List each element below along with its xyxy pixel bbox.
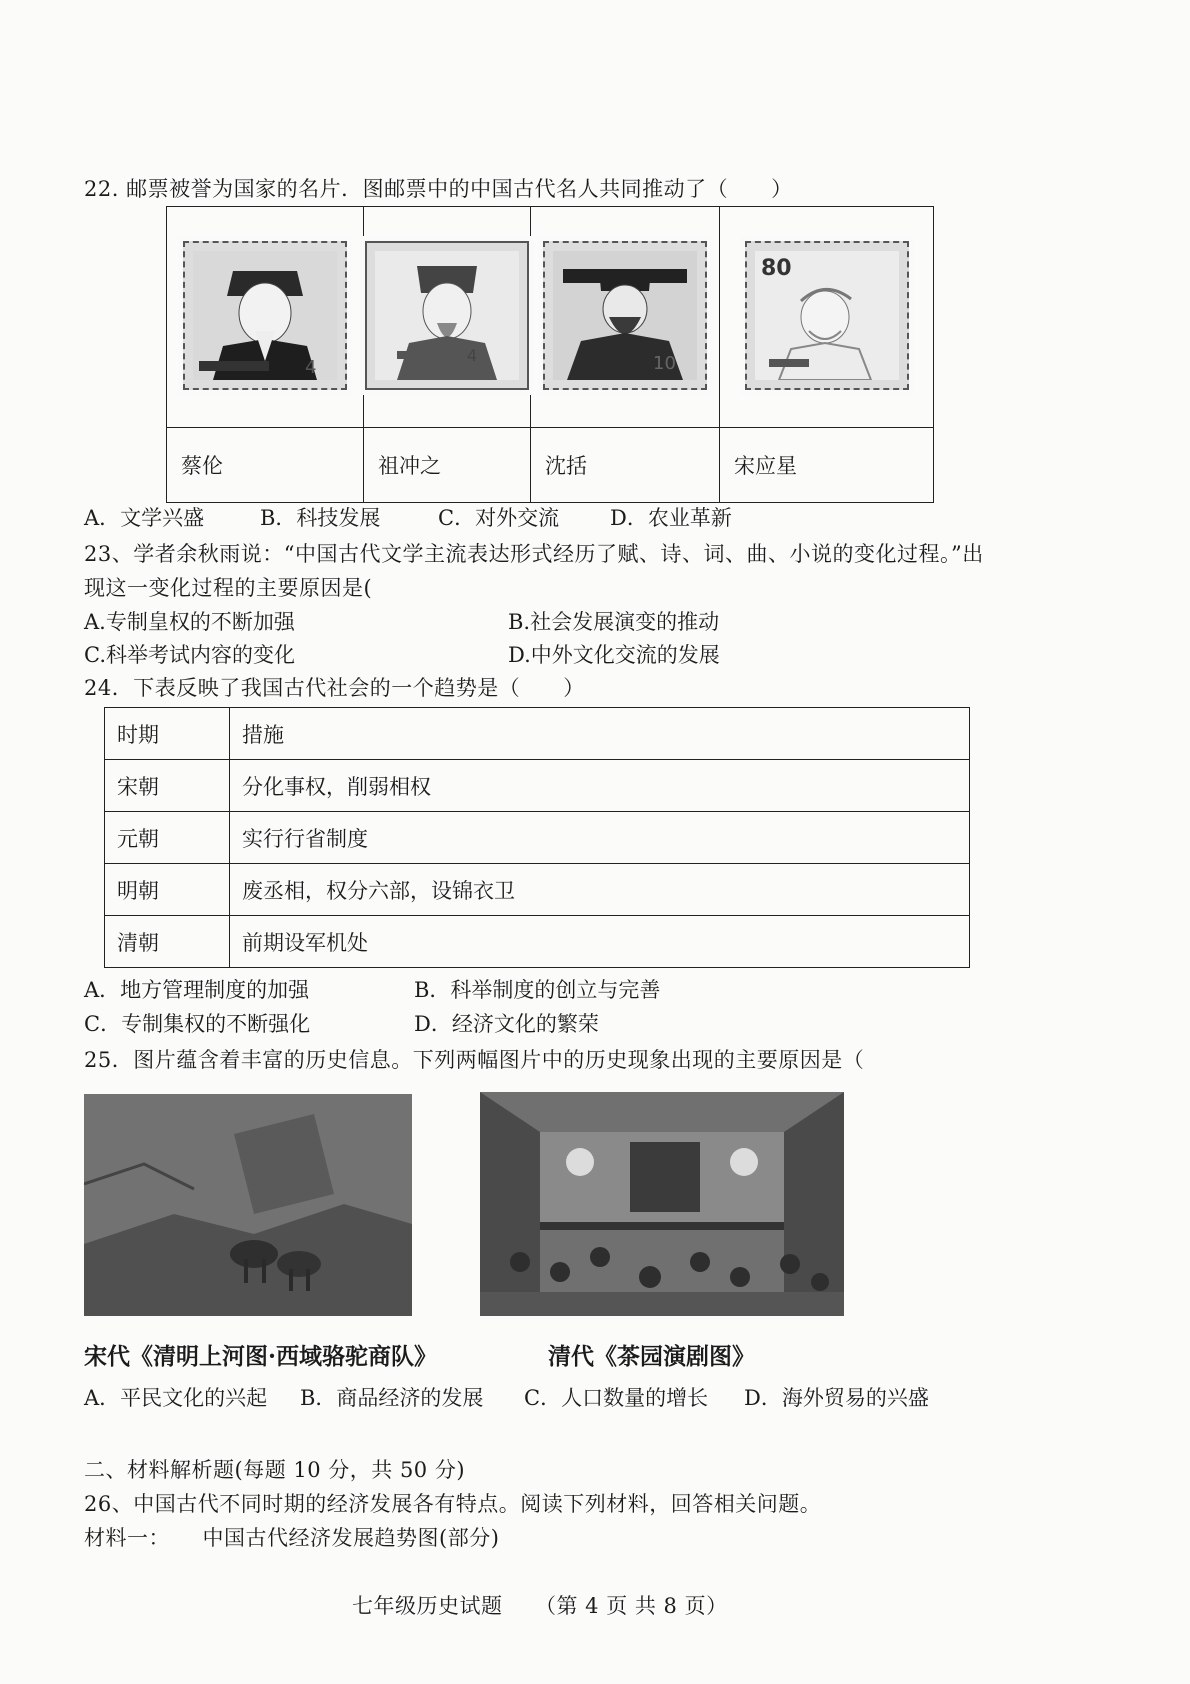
painting-caption-song: 宋代《清明上河图·西域骆驼商队》 (84, 1343, 438, 1370)
table-cell-measure: 实行行省制度 (230, 812, 970, 864)
q23-options (84, 608, 984, 676)
table-cell-period: 宋朝 (105, 760, 230, 812)
painting-tea-garden-opera (480, 1092, 844, 1316)
painting-caption-qing: 清代《茶园演剧图》 (548, 1343, 755, 1370)
option-a: A．地方管理制度的加强 (84, 978, 310, 1002)
table-row (105, 812, 970, 864)
option-c: C．对外交流 (438, 506, 560, 530)
q22-stem: 22. 邮票被誉为国家的名片．图邮票中的中国古代名人共同推动了（ ） (84, 177, 793, 201)
q26-stem: 26、中国古代不同时期的经济发展各有特点。阅读下列材料，回答相关问题。 (84, 1492, 822, 1516)
option-d: D．海外贸易的兴盛 (744, 1386, 929, 1410)
table-cell-measure: 废丞相，权分六部，设锦衣卫 (230, 864, 970, 916)
option-c: C．人口数量的增长 (524, 1386, 709, 1410)
q24-table (104, 707, 970, 968)
page-footer: 七年级历史试题 （第 4 页 共 8 页） (352, 1594, 728, 1618)
option-a: A．文学兴盛 (84, 506, 205, 530)
table-row (105, 864, 970, 916)
stamp-face-value: 4 (305, 356, 317, 378)
q26-material-1: 材料一： 中国古代经济发展趋势图(部分) (84, 1526, 500, 1550)
q22-stamp-table (166, 206, 934, 503)
option-b: B．科举制度的创立与完善 (414, 978, 661, 1002)
stamp-face-value: 10 (653, 352, 676, 374)
option-b: B．商品经济的发展 (300, 1386, 484, 1410)
table-row (105, 760, 970, 812)
stamp-cell (364, 207, 531, 428)
stamp-cell (720, 207, 934, 428)
stamp-cell (531, 207, 720, 428)
stamp-song-yingxing-image (745, 241, 909, 390)
stamp-name: 宋应星 (720, 428, 934, 503)
q24-stem: 24．下表反映了我国古代社会的一个趋势是（ ） (84, 676, 585, 700)
table-cell-measure: 分化事权，削弱相权 (230, 760, 970, 812)
option-c: C.科举考试内容的变化 (84, 643, 295, 667)
q23-stem-line1: 23、学者余秋雨说：“中国古代文学主流表达形式经历了赋、诗、词、曲、小说的变化过程。”出 (84, 542, 984, 566)
stamp-shen-kuo-image (543, 241, 707, 390)
table-cell-period: 明朝 (105, 864, 230, 916)
stamp-name: 沈括 (531, 428, 720, 503)
stamp-zu-chongzhi-image (365, 241, 529, 390)
stamp-face-value: 80 (760, 255, 792, 281)
option-a: A.专制皇权的不断加强 (84, 610, 295, 634)
table-header-period: 时期 (105, 708, 230, 760)
table-header-row (105, 708, 970, 760)
stamp-cai-lun-image (183, 241, 347, 390)
stamp-name: 蔡伦 (167, 428, 364, 503)
option-d: D．经济文化的繁荣 (414, 1012, 599, 1036)
q25-stem: 25．图片蕴含着丰富的历史信息。下列两幅图片中的历史现象出现的主要原因是（ (84, 1048, 865, 1072)
option-b: B.社会发展演变的推动 (508, 610, 720, 634)
option-b: B．科技发展 (260, 506, 381, 530)
table-cell-measure: 前期设军机处 (230, 916, 970, 968)
q24-options (84, 976, 984, 1044)
painting-qingming-camel-caravan (84, 1094, 412, 1316)
table-cell-period: 清朝 (105, 916, 230, 968)
table-row (105, 916, 970, 968)
option-a: A．平民文化的兴起 (84, 1386, 268, 1410)
table-cell-period: 元朝 (105, 812, 230, 864)
table-header-measure: 措施 (230, 708, 970, 760)
option-c: C．专制集权的不断强化 (84, 1012, 311, 1036)
option-d: D.中外文化交流的发展 (508, 643, 720, 667)
option-d: D．农业革新 (610, 506, 732, 530)
stamp-face-value: 4 (467, 345, 478, 365)
section-2-title: 二、材料解析题(每题 10 分，共 50 分) (84, 1458, 466, 1482)
q23-stem-line2: 现这一变化过程的主要原因是( (84, 576, 373, 600)
stamp-name: 祖冲之 (364, 428, 531, 503)
stamp-cell (167, 207, 364, 428)
